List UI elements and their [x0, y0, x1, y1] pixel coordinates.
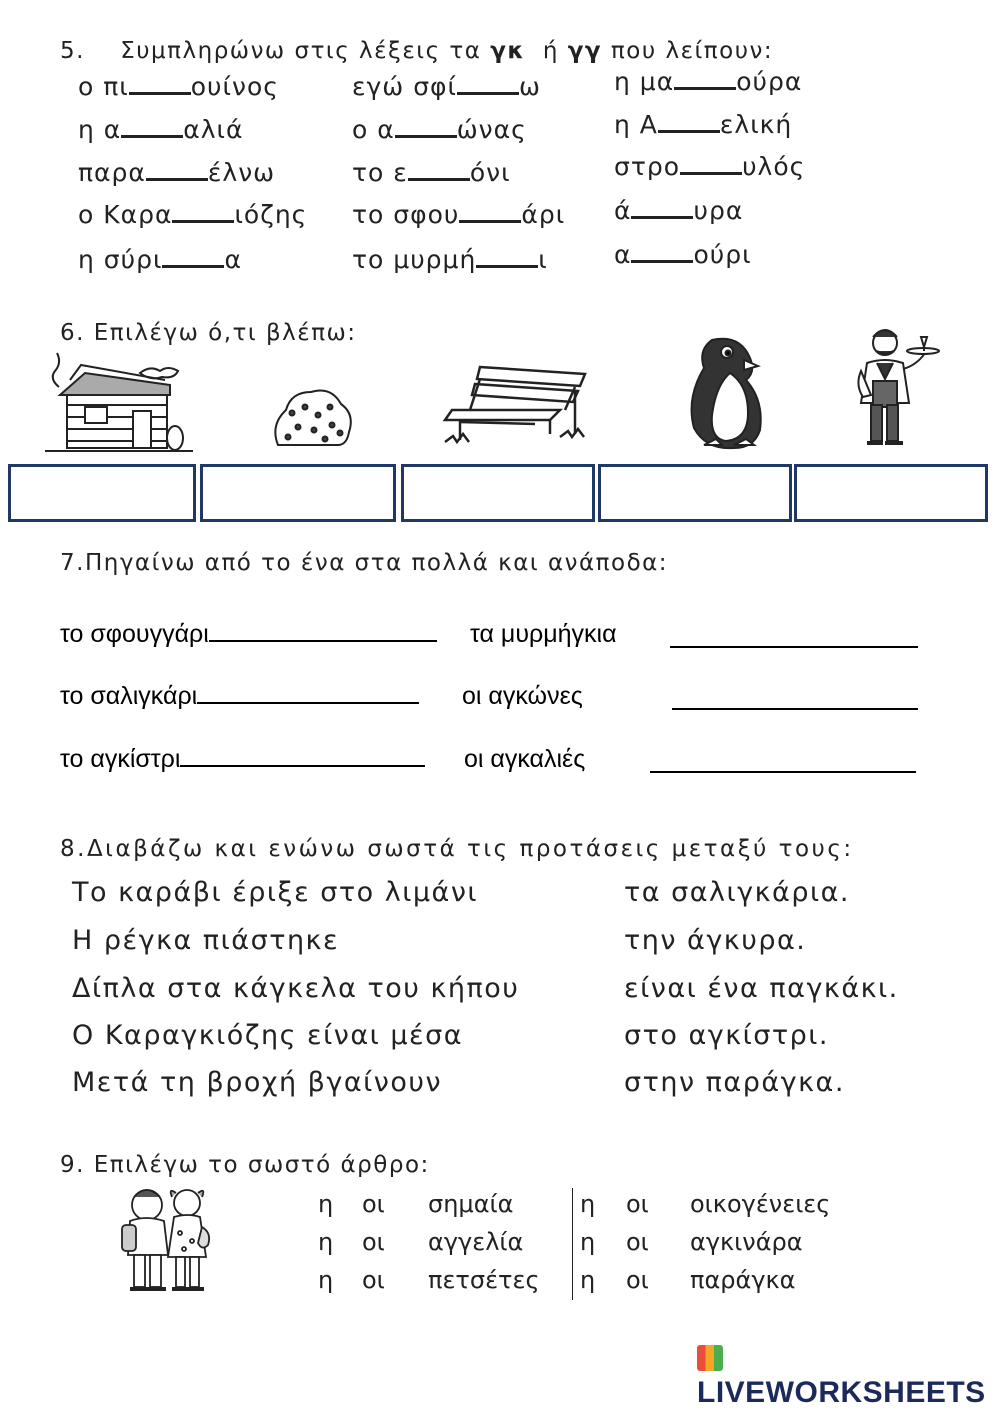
ex7-row	[60, 745, 425, 774]
ex8-right-sentence[interactable]: στο αγκίστρι.	[624, 1020, 830, 1051]
word-start: ο α	[352, 115, 395, 144]
word-end: υρα	[693, 196, 744, 225]
ex7-title: 7.Πηγαίνω από το ένα στα πολλά και ανάποδα:	[60, 550, 669, 576]
article-option-h[interactable]: η	[318, 1228, 334, 1256]
ex5-word	[352, 245, 548, 274]
ex5-word	[352, 200, 565, 229]
waiter-icon	[855, 325, 945, 450]
ex7-left-word: το αγκίστρι	[60, 745, 181, 773]
ex5-word	[614, 196, 743, 225]
answer-box-4[interactable]	[598, 464, 792, 522]
fill-blank[interactable]	[631, 215, 693, 219]
ex5-word	[78, 115, 244, 144]
word-start: παρα	[78, 158, 146, 187]
word-start: η α	[78, 115, 122, 144]
word-start: η μα	[614, 67, 675, 96]
word-end: ουίνος	[190, 72, 279, 101]
ex8-right-sentence[interactable]: στην παράγκα.	[624, 1067, 845, 1098]
article-option-h[interactable]: η	[318, 1266, 334, 1294]
word-end: ι	[538, 245, 548, 274]
word-start: το μυρμή	[352, 245, 477, 274]
logo-icon	[697, 1345, 723, 1371]
fill-blank[interactable]	[658, 129, 720, 133]
word-start: η Α	[614, 110, 658, 139]
ex8-left-sentence[interactable]: Το καράβι έριξε στο λιμάνι	[72, 877, 479, 908]
word-end: ελική	[719, 110, 793, 139]
ex5-word	[78, 72, 279, 101]
ex8-left-sentence[interactable]: Η ρέγκα πιάστηκε	[72, 925, 340, 956]
word-end: άρι	[521, 200, 566, 229]
fill-blank[interactable]	[631, 259, 693, 263]
ex7-left-word: το σφουγγάρι	[60, 620, 209, 648]
answer-box-3[interactable]	[401, 464, 595, 522]
fill-blank[interactable]	[680, 171, 742, 175]
ex9-title: 9. Επιλέγω το σωστό άρθρο:	[60, 1152, 430, 1178]
ex5-word	[614, 240, 752, 269]
fill-blank[interactable]	[395, 134, 457, 138]
house-icon	[45, 345, 195, 455]
ex8-right-sentence[interactable]: είναι ένα παγκάκι.	[624, 973, 899, 1004]
ex7-left-word: το σαλιγκάρι	[60, 682, 198, 710]
ex5-word	[352, 115, 527, 144]
bench-icon	[440, 362, 590, 447]
article-option-h[interactable]: η	[318, 1190, 334, 1218]
ex6-title: 6. Επιλέγω ό,τι βλέπω:	[60, 320, 357, 346]
ex8-left-sentence[interactable]: Μετά τη βροχή βγαίνουν	[72, 1067, 443, 1098]
word-start: ο πι	[78, 72, 129, 101]
word-start: εγώ σφί	[352, 72, 457, 101]
word-end: ιόζης	[234, 200, 308, 229]
ex5-word	[78, 158, 275, 187]
word-start: το ε	[352, 158, 408, 187]
ex5-word	[352, 72, 541, 101]
ex8-title: 8.Διαβάζω και ενώνω σωστά τις προτάσεις μεταξύ τους:	[60, 836, 854, 862]
answer-box-2[interactable]	[200, 464, 396, 522]
article-option-oi[interactable]: οι	[626, 1190, 649, 1218]
fill-blank[interactable]	[674, 86, 736, 90]
article-option-oi[interactable]: οι	[626, 1266, 649, 1294]
ex7-answer-line[interactable]	[180, 764, 425, 767]
ex7-right-word: τα μυρμήγκια	[470, 620, 617, 648]
fill-blank[interactable]	[129, 91, 191, 95]
article-option-h[interactable]: η	[580, 1190, 596, 1218]
word-start: στρο	[614, 152, 681, 181]
fill-blank[interactable]	[146, 177, 208, 181]
ex8-left-sentence[interactable]: Ο Καραγκιόζης είναι μέσα	[72, 1020, 464, 1051]
ex7-row	[60, 682, 419, 711]
article-option-oi[interactable]: οι	[626, 1228, 649, 1256]
word-end: ω	[519, 72, 541, 101]
fill-blank[interactable]	[457, 91, 519, 95]
article-option-h[interactable]: η	[580, 1228, 596, 1256]
word-end: ούρι	[693, 240, 752, 269]
ex9-word: οικογένειες	[690, 1190, 831, 1218]
ex7-answer-line[interactable]	[670, 646, 918, 648]
fill-blank[interactable]	[172, 219, 234, 223]
ex9-word: αγγελία	[428, 1228, 524, 1256]
word-start: ά	[614, 196, 632, 225]
word-end: όνι	[469, 158, 511, 187]
children-icon	[112, 1183, 222, 1298]
answer-box-5[interactable]	[794, 464, 988, 522]
ex5-word	[78, 200, 307, 229]
ex7-answer-line[interactable]	[197, 701, 419, 704]
article-option-oi[interactable]: οι	[362, 1228, 385, 1256]
word-start: α	[614, 240, 632, 269]
fill-blank[interactable]	[476, 264, 538, 268]
fill-blank[interactable]	[121, 134, 183, 138]
word-end: αλιά	[183, 115, 244, 144]
ex8-right-sentence[interactable]: την άγκυρα.	[624, 925, 807, 956]
ex7-right-word: οι αγκαλιές	[464, 745, 586, 773]
word-end: έλνω	[207, 158, 276, 187]
ex8-right-sentence[interactable]: τα σαλιγκάρια.	[624, 877, 851, 908]
ex5-word	[614, 67, 802, 96]
word-end: υλός	[742, 152, 806, 181]
ex7-row	[60, 620, 437, 649]
fill-blank[interactable]	[162, 264, 224, 268]
penguin-icon	[682, 335, 767, 450]
word-start: το σφου	[352, 200, 460, 229]
ex5-word	[78, 245, 242, 274]
ex7-answer-line[interactable]	[672, 708, 918, 710]
article-option-h[interactable]: η	[580, 1266, 596, 1294]
fill-blank[interactable]	[459, 219, 521, 223]
ex9-word: σημαία	[428, 1190, 514, 1218]
word-end: ώνας	[456, 115, 527, 144]
article-option-oi[interactable]: οι	[362, 1266, 385, 1294]
answer-box-1[interactable]	[8, 464, 196, 522]
ex5-word	[614, 110, 792, 139]
ex5-title: 5. Συμπληρώνω στις λέξεις τα γκ ή γγ που λείπουν:	[60, 38, 774, 64]
bush-icon	[270, 385, 355, 455]
word-end: ούρα	[736, 67, 803, 96]
liveworksheets-logo: LIVEWORKSHEETS	[697, 1342, 1000, 1410]
ex5-word	[614, 152, 805, 181]
word-end: α	[224, 245, 242, 274]
ex8-left-sentence[interactable]: Δίπλα στα κάγκελα του κήπου	[72, 973, 520, 1004]
ex7-right-word: οι αγκώνες	[462, 682, 583, 710]
ex9-divider	[572, 1188, 573, 1300]
ex5-word	[352, 158, 511, 187]
ex9-word: παράγκα	[690, 1266, 796, 1294]
ex7-answer-line[interactable]	[209, 639, 437, 642]
ex9-word: πετσέτες	[428, 1266, 540, 1294]
ex9-word: αγκινάρα	[690, 1228, 803, 1256]
ex7-answer-line[interactable]	[650, 771, 916, 773]
article-option-oi[interactable]: οι	[362, 1190, 385, 1218]
word-start: ο Καρα	[78, 200, 173, 229]
fill-blank[interactable]	[408, 177, 470, 181]
word-start: η σύρι	[78, 245, 163, 274]
